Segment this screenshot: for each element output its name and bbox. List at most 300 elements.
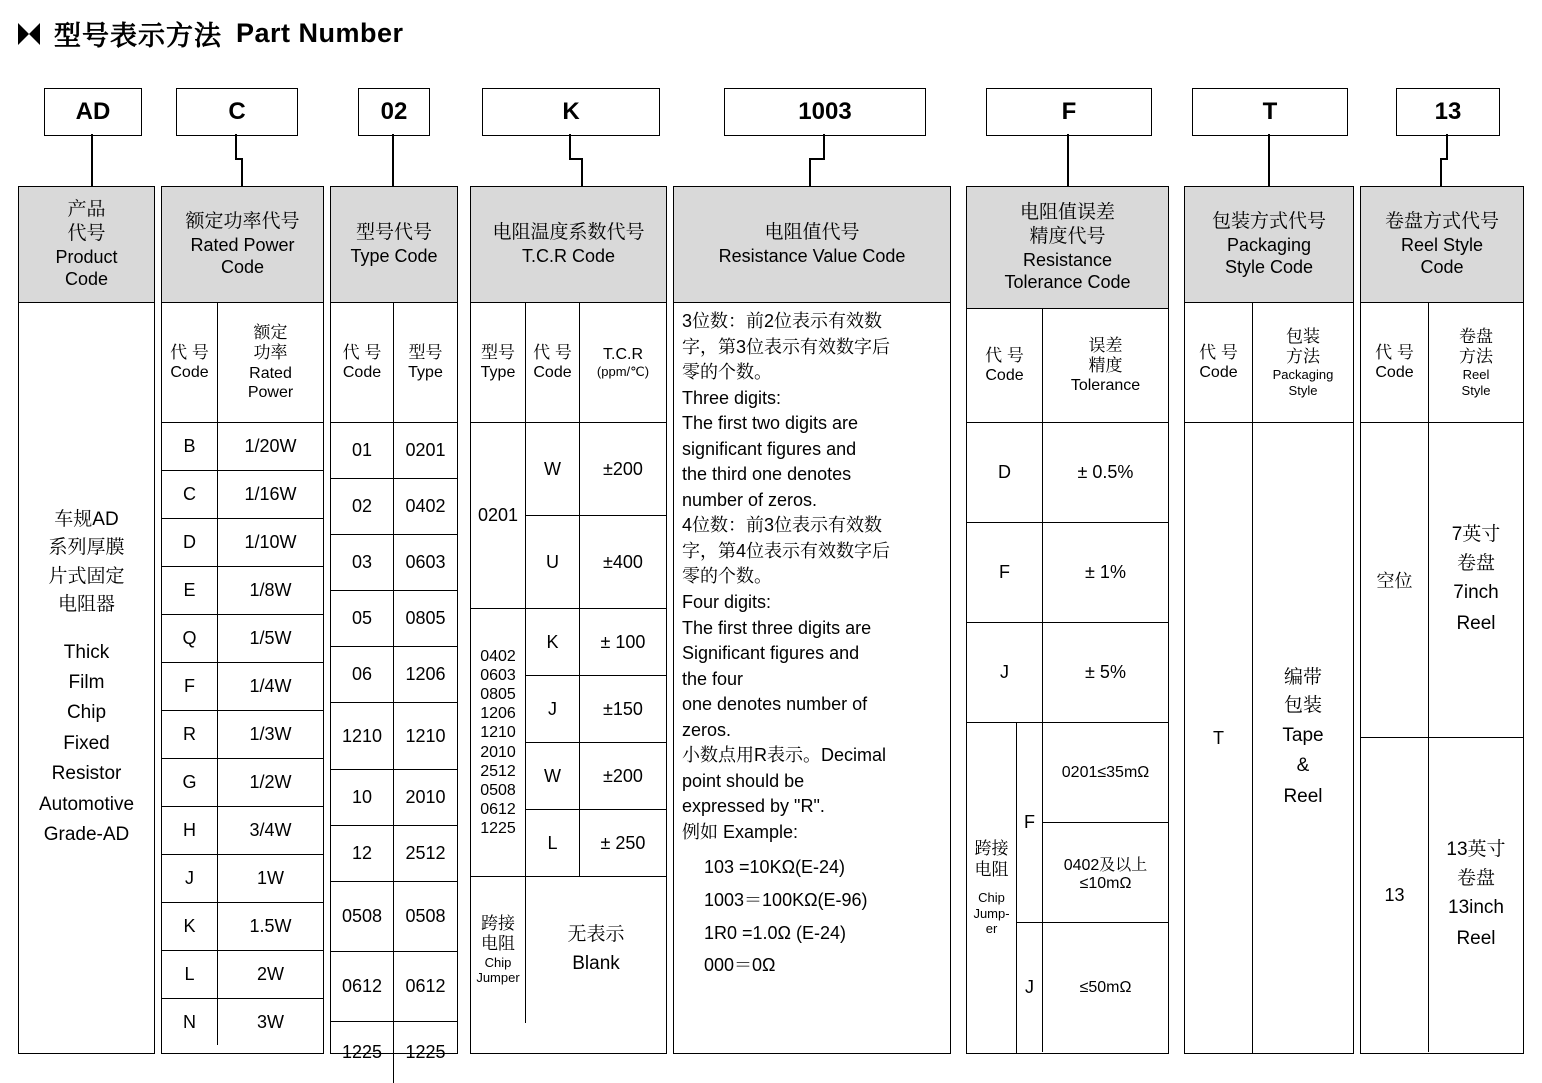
tolerance-jumper-block: [967, 723, 1168, 1053]
type-code: 1225: [331, 1022, 394, 1083]
type-head-cn: 型号代号: [355, 222, 432, 244]
pkg-style-en1: Tape: [1282, 724, 1324, 746]
table-row: [526, 810, 666, 877]
tcr-jumper-en2: Jumper: [476, 970, 520, 986]
connector-power-v1: [235, 134, 237, 160]
part-code-box-tolerance: F: [986, 88, 1152, 136]
power-subheader-code: [162, 303, 218, 422]
power-head-en-2: Code: [220, 257, 265, 278]
tcr-value: ±400: [603, 551, 643, 572]
type-sub-code-cn: 代 号: [342, 342, 382, 362]
tcr-jumper-cn2: 电阻: [481, 934, 515, 954]
res-line: 零的个数。: [682, 566, 772, 587]
product-body-cn-4: 电阻器: [57, 594, 115, 616]
tcr-type-2010: 2010: [480, 743, 516, 761]
table-row: [331, 423, 457, 479]
power-value: 1/3W: [249, 724, 292, 744]
tcr-code: U: [526, 516, 580, 608]
product-body-en-7: Grade-AD: [43, 823, 130, 845]
table-row: [967, 523, 1168, 623]
tol-head-cn-1: 电阻值误差: [1019, 202, 1115, 224]
table-row: [162, 567, 323, 615]
product-body-en-2: Film: [68, 672, 105, 694]
reel-style-l4: Reel: [1456, 612, 1496, 634]
type-sub-code-en: Code: [342, 364, 382, 382]
res-line: number of zeros.: [682, 489, 818, 510]
type-value: 2010: [405, 787, 446, 807]
type-code: 10: [331, 770, 394, 825]
product-body-cn-3: 片式固定: [48, 565, 125, 587]
tol-sub-val-cn1: 误差: [1088, 335, 1123, 355]
tcr-sub-val-2: (ppm/℃): [596, 364, 650, 380]
product-head-cn-1: 产品: [67, 199, 106, 221]
table-row: [162, 855, 323, 903]
tol-jumper-f-val-1: 0201≤35mΩ: [1043, 723, 1168, 823]
part-code-box-resistance: 1003: [724, 88, 926, 136]
tcr-subheader-type: [471, 303, 526, 422]
tcr-jumper-type: [471, 877, 526, 1023]
reel-sub-style-cn2: 方法: [1459, 346, 1493, 366]
power-sub-code-cn: 代 号: [170, 342, 209, 362]
power-code: N: [162, 999, 218, 1045]
pkg-sub-code-cn: 代 号: [1199, 342, 1238, 362]
reel-subheader-style: [1429, 303, 1523, 422]
tcr-code: K: [526, 609, 580, 675]
pkg-sub-style-cn1: 包装: [1286, 326, 1320, 346]
tol-jumper-cn1: 跨接: [974, 839, 1009, 859]
resistance-description: [674, 303, 950, 1053]
table-row: [162, 903, 323, 951]
tol-jumper-code-j: J: [1017, 923, 1043, 1052]
res-line: 字，第3位表示有效数字后: [682, 336, 891, 357]
type-sub-type-en: Type: [408, 364, 443, 382]
reel-style-l1: 7英寸: [1451, 524, 1501, 546]
res-head-en: Resistance Value Code: [718, 246, 906, 267]
tcr-type-2512: 2512: [480, 762, 516, 780]
part-code-box-tcr: K: [482, 88, 660, 136]
tcr-group-standard-rows: [526, 609, 666, 876]
type-head-en: Type Code: [350, 246, 438, 267]
column-reel-header: [1361, 187, 1523, 303]
tol-code: F: [967, 523, 1043, 622]
tcr-code: W: [526, 743, 580, 809]
type-code: 05: [331, 591, 394, 646]
type-value: 2512: [405, 843, 446, 863]
power-code: G: [162, 759, 218, 806]
tcr-jumper-code-en: Blank: [572, 953, 620, 974]
connector-resistance-v1: [823, 134, 825, 160]
column-product-code: [18, 186, 155, 1054]
tcr-type-1206: 1206: [480, 705, 516, 723]
power-subheader: [162, 303, 323, 423]
res-line: 例如 Example:: [682, 821, 799, 842]
tol-jumper-label: [967, 723, 1017, 1053]
page-title: [18, 14, 404, 53]
res-line: 字，第4位表示有效数字后: [682, 540, 891, 561]
table-row: [162, 663, 323, 711]
pkg-head-cn: 包装方式代号: [1211, 211, 1326, 233]
table-row: [162, 615, 323, 663]
tol-head-en-2: Tolerance Code: [1004, 272, 1131, 293]
column-packaging-code: [1184, 186, 1354, 1054]
part-code-box-product: AD: [44, 88, 142, 136]
res-line: one denotes number of: [682, 694, 868, 715]
pkg-subheader-code: [1185, 303, 1253, 422]
pkg-sub-style-en1: Packaging: [1272, 367, 1334, 383]
tol-jumper-en3: er: [985, 921, 998, 937]
table-row: [967, 623, 1168, 723]
column-rated-power-code: [161, 186, 324, 1054]
tol-head-cn-2: 精度代号: [1029, 226, 1106, 247]
power-value: 2W: [257, 964, 284, 984]
table-row: [331, 479, 457, 535]
connector-tcr-v1: [569, 134, 571, 160]
power-code: H: [162, 807, 218, 854]
product-head-cn-2: 代号: [67, 223, 106, 244]
tcr-head-en: T.C.R Code: [521, 246, 616, 267]
connector-reel-v1: [1446, 134, 1448, 160]
type-value: 0612: [405, 976, 446, 996]
table-row: [1361, 738, 1523, 1052]
power-value: 1/20W: [244, 436, 297, 456]
tcr-group-type-list: [471, 609, 526, 876]
tol-jumper-f-val-2: [1043, 823, 1168, 922]
power-code: E: [162, 567, 218, 614]
type-sub-type-cn: 型号: [408, 342, 443, 362]
reel-sub-style-en1: Reel: [1462, 367, 1490, 383]
pkg-code: T: [1185, 423, 1253, 1053]
tcr-jumper-code-cn: 无表示: [567, 924, 625, 946]
power-sub-pw-cn2: 功率: [253, 343, 288, 363]
tcr-type-0402: 0402: [480, 647, 516, 665]
product-body-en-5: Resistor: [51, 763, 122, 785]
pkg-subheader-style: [1253, 303, 1353, 422]
res-example: 103 =10KΩ(E-24): [704, 857, 846, 878]
power-value: 1/10W: [244, 532, 297, 552]
table-row: [331, 647, 457, 703]
type-code: 02: [331, 479, 394, 534]
tol-subheader-code: [967, 309, 1043, 422]
column-resistance-header: [674, 187, 950, 303]
table-row: [526, 516, 666, 608]
pkg-style-cn2: 包装: [1283, 695, 1322, 717]
res-line: 小数点用R表示。Decimal: [682, 745, 887, 766]
packaging-subheader: [1185, 303, 1353, 423]
table-row: [331, 826, 457, 882]
reel-sub-style-cn1: 卷盘: [1459, 326, 1493, 346]
part-code-box-packaging: T: [1192, 88, 1348, 136]
table-row: [331, 882, 457, 952]
product-body-en-6: Automotive: [38, 793, 135, 815]
res-line: The first two digits are: [682, 413, 859, 434]
power-code: J: [162, 855, 218, 902]
tcr-type-0805: 0805: [480, 685, 516, 703]
reel-sub-code-cn: 代 号: [1375, 342, 1414, 362]
type-code: 01: [331, 423, 394, 478]
tol-jumper-j-val: ≤50mΩ: [1079, 978, 1132, 996]
res-line: 零的个数。: [682, 362, 772, 383]
tol-value: ± 5%: [1085, 662, 1126, 682]
pkg-sub-code-en: Code: [1199, 364, 1238, 382]
type-value: 0402: [405, 496, 446, 516]
tcr-subheader-code: [526, 303, 580, 422]
res-head-cn: 电阻值代号: [764, 222, 860, 244]
power-value: 1/5W: [249, 628, 292, 648]
table-row: [1361, 423, 1523, 738]
power-head-en-1: Rated Power: [190, 234, 295, 255]
pkg-sub-style-cn2: 方法: [1286, 346, 1320, 366]
column-product-code-header: [19, 187, 154, 303]
tol-value: ± 1%: [1085, 562, 1126, 582]
reel-style-l2: 卷盘: [1456, 552, 1495, 574]
reel-style-l1: 13英寸: [1446, 839, 1506, 861]
product-body-en-4: Fixed: [63, 732, 110, 754]
reel-style-l4: Reel: [1456, 927, 1496, 949]
page-title-en: Part Number: [236, 18, 404, 48]
tcr-code: J: [526, 676, 580, 742]
column-type-code: [330, 186, 458, 1062]
power-code: D: [162, 519, 218, 566]
pkg-head-en-1: Packaging: [1226, 234, 1312, 255]
table-row: [1185, 423, 1353, 1053]
tol-jumper-f-val-2b: ≤10mΩ: [1079, 875, 1132, 892]
table-row: [162, 711, 323, 759]
reel-style-l2: 卷盘: [1456, 867, 1495, 889]
tcr-jumper-cn1: 跨接: [481, 914, 515, 934]
tol-head-en-1: Resistance: [1022, 249, 1113, 270]
res-line: 3位数：前2位表示有效数: [682, 311, 883, 331]
pkg-style-cn1: 编带: [1283, 666, 1322, 688]
tcr-value: ±150: [603, 698, 643, 719]
power-value: 3/4W: [249, 820, 292, 840]
power-code: L: [162, 951, 218, 998]
reel-style-l3: 7inch: [1453, 582, 1499, 604]
product-code-body: [19, 303, 154, 1053]
part-code-box-type: 02: [358, 88, 430, 136]
type-code: 1210: [331, 703, 394, 769]
tol-sub-val-cn2: 精度: [1088, 355, 1123, 375]
tol-sub-code-en: Code: [985, 367, 1024, 385]
power-code: K: [162, 903, 218, 950]
connector-type: [392, 134, 394, 186]
table-row: [526, 609, 666, 676]
res-line: expressed by "R".: [682, 796, 825, 817]
tol-sub-val-en: Tolerance: [1070, 377, 1141, 395]
power-value: 1.5W: [249, 916, 292, 936]
tcr-type-0508: 0508: [480, 781, 516, 799]
power-head-cn: 额定功率代号: [185, 211, 300, 233]
type-code: 12: [331, 826, 394, 881]
table-row: [331, 535, 457, 591]
type-value: 1210: [405, 725, 446, 746]
product-body-cn-1: 车规AD: [54, 508, 119, 530]
column-reel-code: [1360, 186, 1524, 1054]
product-body-en-3: Chip: [66, 702, 107, 724]
reel-code: 空位: [1361, 423, 1429, 737]
product-head-en-1: Product: [55, 246, 118, 267]
reel-head-en-2: Code: [1420, 257, 1464, 278]
tcr-jumper-code: [526, 877, 666, 1023]
type-code: 0508: [331, 882, 394, 951]
table-row: [331, 703, 457, 770]
connector-product: [91, 134, 93, 186]
res-line: significant figures and: [682, 438, 857, 459]
type-value: 0603: [405, 552, 446, 572]
type-rows: [331, 423, 457, 1083]
reel-style-l3: 13inch: [1448, 897, 1504, 919]
tcr-group-type-0201: 0201: [471, 423, 526, 608]
res-example: 1R0 =1.0Ω (E-24): [704, 922, 847, 943]
table-row: [331, 1022, 457, 1083]
reel-sub-code-en: Code: [1375, 364, 1414, 382]
tolerance-subheader: [967, 309, 1168, 423]
res-example: 000＝0Ω: [704, 955, 776, 976]
power-code: C: [162, 471, 218, 518]
column-tolerance-header: [967, 187, 1168, 309]
reel-code: 13: [1361, 738, 1429, 1052]
tol-subheader-value: [1043, 309, 1168, 422]
tcr-type-1225: 1225: [480, 820, 516, 838]
tol-jumper-code-f: F: [1017, 723, 1043, 922]
connector-tolerance: [1067, 134, 1069, 186]
table-row: [526, 676, 666, 743]
table-row: [967, 423, 1168, 523]
reel-subheader-code: [1361, 303, 1429, 422]
type-subheader-type: [394, 303, 457, 422]
type-value: 0508: [405, 906, 446, 926]
tcr-type-0612: 0612: [480, 801, 516, 819]
tcr-type-1210: 1210: [480, 724, 516, 742]
tcr-group-0201: [471, 423, 666, 609]
product-head-en-2: Code: [64, 269, 109, 290]
pkg-style-en2: &: [1296, 755, 1310, 777]
tol-code: J: [967, 623, 1043, 722]
tol-jumper-f-val-2a: 0402及以上: [1063, 857, 1148, 874]
pkg-style: [1253, 423, 1353, 1053]
tcr-code: L: [526, 810, 580, 877]
reel-head-en-1: Reel Style: [1400, 234, 1484, 255]
table-row: [162, 519, 323, 567]
tcr-sub-type-en: Type: [480, 364, 516, 382]
connector-reel-v2: [1440, 158, 1442, 186]
diamond-bullet-icon: [18, 23, 40, 45]
power-code: B: [162, 423, 218, 470]
part-code-box-power: C: [176, 88, 298, 136]
power-sub-pw-en1: Rated: [249, 364, 292, 382]
type-code: 0612: [331, 952, 394, 1021]
type-value: 1206: [405, 664, 446, 684]
reel-style: [1429, 423, 1523, 737]
type-subheader: [331, 303, 457, 423]
tcr-subheader: [471, 303, 666, 423]
table-row: [526, 743, 666, 810]
power-value: 1/4W: [249, 676, 292, 696]
res-line: the third one denotes: [682, 464, 852, 485]
tcr-value: ±200: [603, 458, 643, 479]
power-value: 1/8W: [249, 580, 292, 600]
reel-style: [1429, 738, 1523, 1052]
tol-sub-code-cn: 代 号: [985, 345, 1024, 365]
table-row: [331, 952, 457, 1022]
res-line: Four digits:: [682, 592, 772, 613]
tcr-sub-code-cn: 代 号: [533, 342, 572, 362]
tcr-subheader-value: [580, 303, 666, 422]
tcr-head-cn: 电阻温度系数代号: [492, 222, 645, 244]
column-resistance-value-code: [673, 186, 951, 1054]
res-line: Significant figures and: [682, 643, 860, 664]
type-subheader-code: [331, 303, 394, 422]
power-code: Q: [162, 615, 218, 662]
column-tcr-header: [471, 187, 666, 303]
connector-resistance-h: [809, 158, 825, 160]
table-row: [331, 591, 457, 647]
power-subheader-power: [218, 303, 323, 422]
type-value: 1225: [405, 1042, 446, 1062]
type-code: 03: [331, 535, 394, 590]
page-title-cn: 型号表示方法: [54, 21, 222, 51]
res-line: point should be: [682, 770, 805, 791]
res-line: the four: [682, 668, 744, 689]
power-sub-pw-cn1: 额定: [253, 322, 288, 342]
table-row: [162, 807, 323, 855]
table-row: [162, 759, 323, 807]
tol-value: ± 0.5%: [1077, 462, 1134, 482]
pkg-style-en3: Reel: [1283, 785, 1323, 807]
connector-tcr-v2: [581, 158, 583, 186]
type-code: 06: [331, 647, 394, 702]
reel-subheader: [1361, 303, 1523, 423]
connector-power-v2: [241, 158, 243, 186]
column-type-header: [331, 187, 457, 303]
tcr-sub-val-1: T.C.R: [603, 346, 643, 364]
tcr-value: ±200: [603, 765, 643, 786]
tcr-code: W: [526, 423, 580, 515]
part-code-box-reel: 13: [1396, 88, 1500, 136]
pkg-head-en-2: Style Code: [1224, 257, 1314, 278]
power-value: 1/2W: [249, 772, 292, 792]
tcr-sub-code-en: Code: [533, 364, 572, 382]
column-tolerance-code: [966, 186, 1169, 1054]
tol-jumper-en2: Jump-: [973, 905, 1010, 921]
res-line: The first three digits are: [682, 617, 872, 638]
type-value: 0805: [405, 608, 446, 628]
table-row: [526, 423, 666, 516]
tcr-value: ± 250: [600, 833, 646, 853]
tcr-jumper-row: [471, 877, 666, 1023]
tol-jumper-en1: Chip: [978, 890, 1005, 905]
product-body-en-1: Thick: [63, 641, 110, 663]
tcr-group-0201-rows: [526, 423, 666, 608]
reel-head-cn: 卷盘方式代号: [1384, 211, 1499, 233]
tcr-jumper-en1: Chip: [484, 954, 512, 970]
res-line: zeros.: [682, 719, 732, 740]
tcr-type-0603: 0603: [480, 666, 516, 684]
column-rated-power-header: [162, 187, 323, 303]
power-sub-code-en: Code: [170, 364, 209, 382]
res-example: 1003＝100KΩ(E-96): [704, 890, 868, 911]
power-rows: [162, 423, 323, 1045]
table-row: [162, 999, 323, 1045]
table-row: [162, 423, 323, 471]
reel-sub-style-en2: Style: [1461, 382, 1491, 398]
table-row: [162, 951, 323, 999]
connector-packaging: [1268, 134, 1270, 186]
column-packaging-header: [1185, 187, 1353, 303]
tcr-sub-type-cn: 型号: [481, 342, 515, 362]
power-code: F: [162, 663, 218, 710]
res-line: Three digits:: [682, 387, 782, 408]
power-value: 1/16W: [244, 484, 297, 504]
